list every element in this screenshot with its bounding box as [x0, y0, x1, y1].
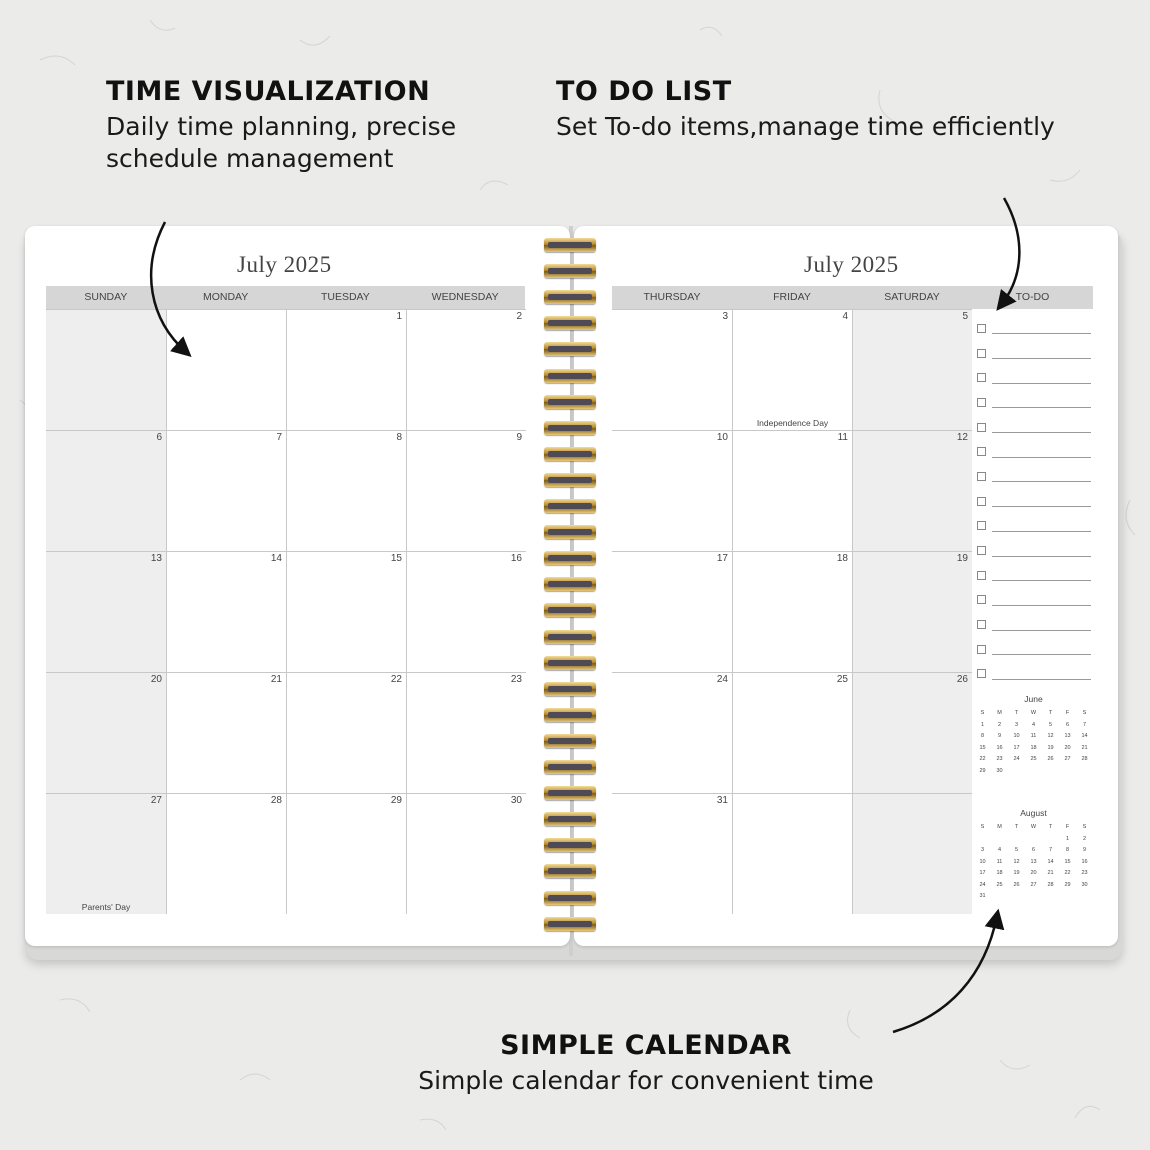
day-number: 19: [956, 553, 968, 564]
day-cell: [612, 551, 732, 672]
mini-day: 1: [1065, 835, 1070, 842]
mini-weekday-head: S: [980, 824, 985, 830]
mini-day: 14: [1047, 858, 1054, 865]
mini-weekday-head: T: [1014, 824, 1019, 830]
mini-day: [1008, 766, 1025, 778]
todo-checkbox[interactable]: [977, 324, 986, 333]
mini-day: 22: [979, 756, 986, 762]
day-number: 15: [390, 553, 402, 564]
mini-day: 24: [979, 881, 986, 888]
todo-list-text: Set To-do items,manage time efficiently: [556, 112, 1055, 141]
mini-day: 11: [996, 858, 1003, 865]
todo-checkbox[interactable]: [977, 472, 986, 481]
todo-checkbox[interactable]: [977, 373, 986, 382]
mini-day: 15: [979, 744, 986, 751]
todo-line[interactable]: [992, 668, 1091, 680]
spiral-ring: [544, 525, 596, 539]
spiral-ring: [544, 656, 596, 670]
day-number: 26: [956, 674, 968, 685]
todo-line[interactable]: [992, 446, 1091, 458]
day-cell: [46, 672, 166, 793]
weekday-label: SATURDAY: [884, 291, 940, 303]
spiral-ring: [544, 838, 596, 852]
spiral-ring: [544, 551, 596, 565]
mini-day: 5: [1014, 847, 1019, 853]
todo-line[interactable]: [992, 495, 1091, 507]
mini-calendar-august: [974, 808, 1093, 903]
spiral-binding: [544, 238, 598, 938]
time-visualization-text-line1: Daily time planning, precise: [106, 112, 457, 141]
mini-day: 9: [997, 733, 1002, 739]
todo-item[interactable]: [975, 514, 1093, 539]
mini-day: [1059, 891, 1076, 903]
day-cell: [852, 430, 972, 551]
todo-item[interactable]: [975, 612, 1093, 637]
spiral-ring: [544, 864, 596, 878]
todo-checkbox[interactable]: [977, 620, 986, 629]
day-cell: [286, 793, 406, 914]
day-number: 4: [842, 311, 848, 322]
weekday-label: SUNDAY: [84, 291, 128, 303]
todo-checkbox[interactable]: [977, 645, 986, 654]
todo-list-title: TO DO LIST: [556, 76, 732, 107]
mini-day: [1025, 891, 1042, 903]
day-number: 11: [837, 432, 848, 443]
simple-calendar-text: Simple calendar for convenient time: [418, 1066, 874, 1095]
mini-day: 19: [1013, 870, 1020, 876]
spiral-ring: [544, 708, 596, 722]
mini-day: 20: [1030, 870, 1037, 876]
mini-day: 3: [980, 847, 985, 853]
day-cell: [406, 672, 526, 793]
spiral-ring: [544, 473, 596, 487]
day-cell: [732, 672, 852, 793]
todo-checkbox[interactable]: [977, 497, 986, 506]
mini-day: 12: [1013, 858, 1020, 865]
todo-checkbox[interactable]: [977, 423, 986, 432]
time-visualization-caption: [106, 76, 456, 175]
todo-checkbox[interactable]: [977, 521, 986, 530]
day-number: 20: [150, 674, 162, 685]
day-cell: [852, 309, 972, 430]
todo-item[interactable]: [975, 439, 1093, 464]
spiral-ring: [544, 891, 596, 905]
mini-weekday-head: F: [1065, 824, 1070, 830]
mini-day: 12: [1047, 733, 1054, 739]
todo-line[interactable]: [992, 421, 1091, 433]
spiral-ring: [544, 577, 596, 591]
mini-day: 10: [1013, 733, 1020, 739]
day-number: 7: [276, 432, 282, 443]
mini-day: 11: [1030, 733, 1037, 739]
mini-day: 14: [1081, 733, 1088, 739]
todo-item[interactable]: [975, 662, 1093, 687]
mini-day: 27: [1030, 881, 1037, 888]
mini-day: 4: [1031, 721, 1036, 728]
mini-day: 7: [1082, 721, 1087, 728]
day-number: 10: [716, 432, 728, 443]
mini-day: 16: [1081, 858, 1088, 865]
todo-line[interactable]: [992, 520, 1091, 532]
mini-day: [1042, 766, 1059, 778]
mini-day: 25: [1030, 756, 1037, 762]
day-cell: [406, 309, 526, 430]
left-weekday-header: [46, 286, 525, 309]
mini-day: 25: [996, 881, 1003, 888]
mini-day: 8: [1065, 847, 1070, 853]
spiral-ring: [544, 630, 596, 644]
mini-day: 26: [1047, 756, 1054, 762]
spiral-ring: [544, 917, 596, 931]
weekday-label: TUESDAY: [320, 291, 370, 303]
todo-checkbox[interactable]: [977, 669, 986, 678]
day-number: 12: [956, 432, 968, 443]
day-cell: [612, 672, 732, 793]
mini-day: 29: [979, 767, 986, 774]
mini-day: [1042, 891, 1059, 903]
mini-day: 15: [1064, 858, 1071, 865]
mini-day: 18: [996, 870, 1003, 876]
weekday-label: WEDNESDAY: [431, 291, 499, 303]
todo-checkbox[interactable]: [977, 546, 986, 555]
mini-weekday-head: S: [1082, 710, 1087, 716]
mini-calendar-title: June: [1024, 694, 1043, 704]
mini-day: 21: [1081, 744, 1088, 751]
todo-line[interactable]: [992, 619, 1091, 631]
day-number: 6: [156, 432, 162, 443]
mini-day: 19: [1047, 744, 1054, 751]
mini-weekday-head: T: [1048, 824, 1053, 830]
mini-day: 5: [1048, 721, 1053, 728]
mini-weekday-head: W: [1030, 824, 1037, 830]
todo-line[interactable]: [992, 569, 1091, 581]
mini-day: 17: [979, 870, 986, 876]
day-cell: [612, 430, 732, 551]
day-cell: [612, 793, 732, 914]
simple-calendar-caption: [360, 1030, 932, 1097]
day-cell: [46, 309, 166, 430]
spiral-ring: [544, 499, 596, 513]
mini-day: 2: [997, 721, 1002, 728]
spiral-ring: [544, 421, 596, 435]
mini-day: 28: [1047, 881, 1054, 888]
mini-day: 30: [1081, 881, 1088, 888]
todo-checkbox[interactable]: [977, 571, 986, 580]
mini-day: [1025, 766, 1042, 778]
mini-day: 6: [1031, 847, 1036, 853]
weekday-label: MONDAY: [202, 291, 249, 303]
todo-list-caption: [556, 76, 1055, 143]
todo-item[interactable]: [975, 464, 1093, 489]
mini-day: 27: [1064, 756, 1071, 762]
todo-item[interactable]: [975, 316, 1093, 341]
mini-day: 10: [979, 858, 986, 865]
day-number: 22: [390, 674, 402, 685]
day-number: 5: [962, 311, 968, 322]
mini-day: 3: [1014, 721, 1019, 728]
todo-checkbox[interactable]: [977, 349, 986, 358]
todo-line[interactable]: [992, 470, 1091, 482]
right-weekday-header: [612, 286, 1093, 309]
day-number: 3: [722, 311, 728, 322]
todo-checkbox[interactable]: [977, 398, 986, 407]
day-number: 17: [716, 553, 728, 564]
mini-day: [1042, 834, 1059, 846]
mini-day: 22: [1064, 870, 1071, 876]
day-cell: [406, 430, 526, 551]
day-cell: [166, 672, 286, 793]
day-cell: [166, 793, 286, 914]
day-cell: [732, 793, 852, 914]
right-month-grid: [612, 309, 972, 915]
todo-item[interactable]: [975, 341, 1093, 366]
day-number: 25: [836, 674, 848, 685]
mini-day: [991, 891, 1008, 903]
mini-day: 17: [1013, 744, 1020, 751]
todo-line[interactable]: [992, 594, 1091, 606]
day-cell: [286, 309, 406, 430]
mini-day: [1076, 766, 1093, 778]
day-cell: [286, 672, 406, 793]
spiral-ring: [544, 264, 596, 278]
simple-calendar-title: SIMPLE CALENDAR: [500, 1030, 792, 1061]
todo-item[interactable]: [975, 637, 1093, 662]
right-page-title: July 2025: [804, 252, 899, 277]
spiral-ring: [544, 316, 596, 330]
day-cell: [286, 430, 406, 551]
mini-day: 30: [996, 767, 1003, 774]
todo-line[interactable]: [992, 372, 1091, 384]
day-cell: [46, 793, 166, 914]
day-number: 14: [270, 553, 282, 564]
mini-day: 31: [979, 893, 986, 899]
todo-item[interactable]: [975, 538, 1093, 563]
todo-item[interactable]: [975, 390, 1093, 415]
mini-day: 21: [1047, 870, 1054, 876]
mini-weekday-head: M: [997, 710, 1002, 716]
day-cell: [406, 793, 526, 914]
mini-day: 4: [997, 847, 1002, 853]
todo-item[interactable]: [975, 415, 1093, 440]
day-number: 2: [516, 311, 522, 322]
mini-day: 29: [1064, 881, 1071, 888]
mini-day: 8: [980, 733, 985, 739]
mini-day: 7: [1048, 847, 1053, 853]
mini-calendar-grid: [974, 708, 1093, 777]
mini-day: [1008, 834, 1025, 846]
mini-calendar-title: August: [1020, 808, 1047, 818]
todo-item[interactable]: [975, 563, 1093, 588]
todo-line[interactable]: [992, 396, 1091, 408]
spiral-ring: [544, 395, 596, 409]
todo-checkbox[interactable]: [977, 447, 986, 456]
mini-day: 13: [1064, 733, 1071, 739]
day-cell: [46, 430, 166, 551]
mini-day: 1: [980, 721, 985, 728]
todo-item[interactable]: [975, 365, 1093, 390]
day-number: 21: [270, 674, 282, 685]
todo-line[interactable]: [992, 545, 1091, 557]
spiral-ring: [544, 812, 596, 826]
day-number: 16: [510, 553, 522, 564]
day-cell: [166, 551, 286, 672]
day-number: 31: [716, 795, 728, 806]
day-cell: [732, 430, 852, 551]
mini-weekday-head: M: [997, 824, 1002, 830]
mini-weekday-head: T: [1048, 710, 1053, 716]
left-page: [25, 226, 570, 946]
todo-header: TO-DO: [1015, 291, 1050, 303]
mini-day: 28: [1081, 756, 1088, 762]
day-cell: [166, 309, 286, 430]
todo-list: [975, 316, 1093, 686]
spiral-ring: [544, 342, 596, 356]
mini-day: 16: [996, 744, 1003, 751]
mini-day: 13: [1030, 858, 1037, 865]
day-number: 23: [510, 674, 522, 685]
spiral-ring: [544, 447, 596, 461]
day-cell: [166, 430, 286, 551]
right-page: [574, 226, 1118, 946]
event-label: Parents' Day: [81, 902, 131, 912]
day-number: 9: [516, 432, 522, 443]
spiral-ring: [544, 603, 596, 617]
mini-calendar-june: [974, 694, 1093, 777]
mini-day: [991, 834, 1008, 846]
mini-day: [1059, 766, 1076, 778]
spiral-ring: [544, 786, 596, 800]
mini-day: 23: [1081, 870, 1088, 876]
time-visualization-title: TIME VISUALIZATION: [106, 76, 431, 107]
mini-day: 20: [1064, 744, 1071, 751]
left-month-grid: [46, 309, 526, 915]
weekday-label: THURSDAY: [643, 291, 701, 303]
mini-weekday-head: T: [1014, 710, 1019, 716]
mini-day: 2: [1082, 835, 1087, 842]
day-cell: [286, 551, 406, 672]
todo-line[interactable]: [992, 347, 1091, 359]
spiral-ring: [544, 760, 596, 774]
mini-day: 9: [1082, 847, 1087, 853]
mini-day: 18: [1030, 744, 1037, 751]
mini-weekday-head: W: [1030, 710, 1037, 716]
todo-line[interactable]: [992, 643, 1091, 655]
mini-day: 26: [1013, 881, 1020, 888]
todo-checkbox[interactable]: [977, 595, 986, 604]
mini-day: 24: [1013, 756, 1020, 762]
mini-day: [1008, 891, 1025, 903]
day-number: 30: [510, 795, 522, 806]
day-number: 24: [716, 674, 728, 685]
event-label: Independence Day: [756, 418, 829, 428]
mini-day: 23: [996, 756, 1003, 762]
todo-item[interactable]: [975, 588, 1093, 613]
day-cell: [46, 551, 166, 672]
mini-calendar-grid: [974, 822, 1093, 903]
day-cell: [406, 551, 526, 672]
spiral-ring: [544, 734, 596, 748]
spiral-ring: [544, 290, 596, 304]
mini-weekday-head: F: [1065, 710, 1070, 716]
day-cell: [852, 793, 972, 914]
mini-day: 6: [1065, 721, 1070, 728]
todo-item[interactable]: [975, 489, 1093, 514]
day-number: 13: [150, 553, 162, 564]
day-cell: [852, 672, 972, 793]
day-cell: [732, 551, 852, 672]
todo-line[interactable]: [992, 322, 1091, 334]
day-number: 29: [390, 795, 402, 806]
mini-day: [1025, 834, 1042, 846]
day-number: 18: [836, 553, 848, 564]
day-number: 27: [150, 795, 162, 806]
day-cell: [612, 309, 732, 430]
day-cell: [732, 309, 852, 430]
mini-day: [1076, 891, 1093, 903]
mini-day: [974, 834, 991, 846]
day-cell: [852, 551, 972, 672]
spiral-ring: [544, 369, 596, 383]
spiral-ring: [544, 682, 596, 696]
day-number: 28: [270, 795, 282, 806]
weekday-label: FRIDAY: [773, 291, 811, 303]
time-visualization-text-line2: schedule management: [106, 144, 394, 173]
mini-weekday-head: S: [1082, 824, 1087, 830]
day-number: 8: [396, 432, 402, 443]
spiral-ring: [544, 238, 596, 252]
left-page-title: July 2025: [237, 252, 332, 277]
day-number: 1: [396, 311, 402, 322]
mini-weekday-head: S: [980, 710, 985, 716]
